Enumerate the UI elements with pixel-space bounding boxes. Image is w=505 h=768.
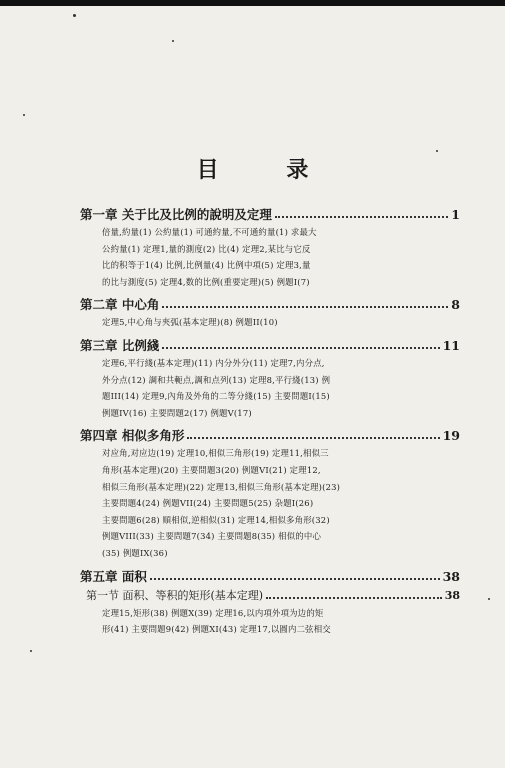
chapter-title: 第二章 中心角 <box>80 297 160 313</box>
chapter-entries <box>80 355 460 421</box>
entry-line: 形(41) 主要問題9(42) 例題XI(43) 定理17,以圓内二弦相交 <box>102 624 331 635</box>
entry-line: 外分点(12) 調和共軛点,調和点列(13) 定理8,平行綫(13) 例 <box>102 374 331 385</box>
section-heading[interactable] <box>80 586 460 605</box>
entry-line: 主要問題6(28) 順相似,逆相似(31) 定理14,相似多角形(32) <box>102 514 330 525</box>
dot-leader <box>266 597 442 599</box>
dot-leader <box>187 437 439 439</box>
chapter-page-number: 8 <box>451 297 460 313</box>
chapter-page-number: 19 <box>442 428 460 444</box>
entry-line: 公約量(1) 定理1,量的測度(2) 比(4) 定理2,某比与它反 <box>102 243 311 254</box>
entry-line: 定理15,矩形(38) 例題X(39) 定理16,以内項外項为边的矩 <box>102 607 324 618</box>
ink-speck <box>172 40 174 42</box>
chapter-heading[interactable] <box>80 205 460 224</box>
entry-line: (35) 例題IX(36) <box>102 547 168 558</box>
dot-leader <box>275 216 448 218</box>
table-of-contents <box>80 205 460 643</box>
chapter-heading[interactable] <box>80 336 460 355</box>
chapter-title: 第一章 关于比及比例的說明及定理 <box>80 207 272 222</box>
top-rule <box>0 0 505 6</box>
chapter-heading[interactable] <box>80 295 460 314</box>
entry-line: 相似三角形(基本定理)(22) 定理13,相似三角形(基本定理)(23) <box>102 481 341 492</box>
ink-speck <box>23 114 25 116</box>
chapter-5 <box>80 567 460 638</box>
chapter-entries <box>80 224 460 290</box>
chapter-page-number: 38 <box>442 568 460 584</box>
chapter-entries <box>80 445 460 561</box>
ink-speck <box>73 14 76 17</box>
entry-line: 題III(14) 定理9,內角及外角的二等分綫(15) 主要問題I(15) <box>102 391 330 402</box>
chapter-title: 第三章 比例綫 <box>80 337 160 353</box>
chapter-3 <box>80 336 460 421</box>
chapter-4 <box>80 426 460 561</box>
chapter-title: 第四章 相似多角形 <box>80 428 185 444</box>
entry-line: 的比与測度(5) 定理4,数的比例(重要定理)(5) 例題I(7) <box>102 276 310 287</box>
entry-line: 角形(基本定理)(20) 主要問題3(20) 例題VI(21) 定理12, <box>102 464 321 475</box>
entry-line: 对应角,对应边(19) 定理10,相似三角形(19) 定理11,相似三 <box>102 448 329 459</box>
dot-leader <box>150 578 440 580</box>
chapter-heading[interactable] <box>80 426 460 445</box>
entry-line: 定理5,中心角与夾弧(基本定理)(8) 例題II(10) <box>102 317 278 328</box>
section-page-number: 38 <box>444 588 460 602</box>
chapter-heading[interactable] <box>80 567 460 586</box>
chapter-entries <box>80 314 460 331</box>
ink-speck <box>436 150 438 152</box>
entry-line: 比的积等于1(4) 比例,比例量(4) 比例中項(5) 定理3,量 <box>102 260 311 271</box>
entry-line: 例題VIII(33) 主要問題7(34) 主要問題8(35) 相似的中心 <box>102 531 322 542</box>
chapter-title: 第五章 面积 <box>80 568 147 584</box>
section-title: 第一节 面积、等积的矩形(基本定理) <box>86 588 264 602</box>
page-title: 目 录 <box>196 157 339 183</box>
entry-line: 倍量,約量(1) 公約量(1) 可通約量,不可通約量(1) 求最大 <box>102 227 317 237</box>
entry-line: 例題IV(16) 主要問題2(17) 例題V(17) <box>102 407 252 418</box>
dot-leader <box>162 347 439 349</box>
dot-leader <box>162 306 448 308</box>
chapter-2 <box>80 295 460 331</box>
entry-line: 定理6,平行綫(基本定理)(11) 内分外分(11) 定理7,内分点, <box>102 357 325 368</box>
entry-line: 主要問題4(24) 例題VII(24) 主要問題5(25) 杂題I(26) <box>102 498 314 509</box>
section-entries <box>80 605 460 638</box>
ink-speck <box>30 650 32 652</box>
chapter-page-number: 1 <box>451 207 460 222</box>
chapter-page-number: 11 <box>442 337 460 353</box>
chapter-1 <box>80 205 460 290</box>
ink-speck <box>488 598 490 600</box>
